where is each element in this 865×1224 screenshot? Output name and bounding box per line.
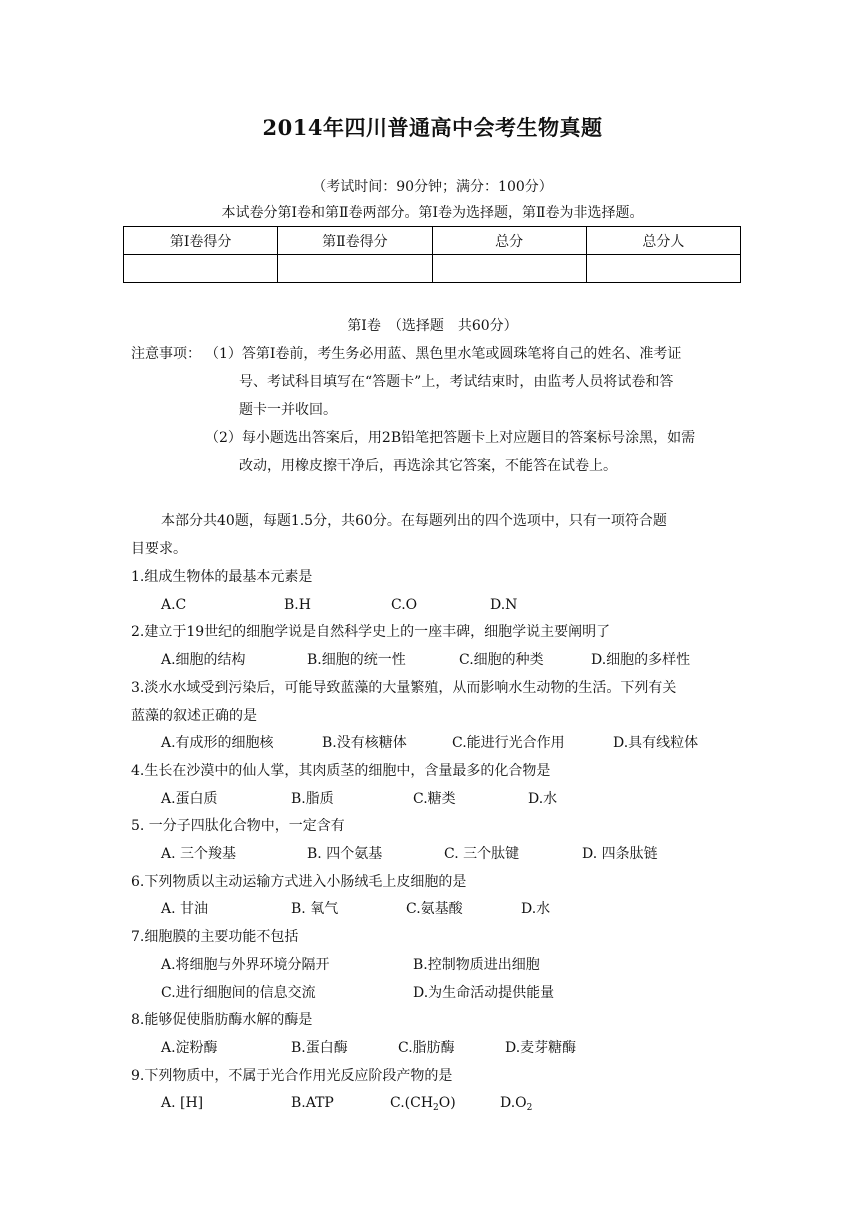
question-1-option-d: D.N <box>490 597 518 613</box>
question-7-option-d: D.为生命活动提供能量 <box>413 985 555 1001</box>
notes-item2-line2: 改动，用橡皮擦干净后，再选涂其它答案，不能答在试卷上。 <box>239 458 617 474</box>
question-6-option-b: B. 氧气 <box>291 901 339 917</box>
exam-info: （考试时间：90分钟；满分：100分） <box>312 179 553 195</box>
page-title: 2014年四川普通高中会考生物真题 <box>262 115 603 140</box>
question-3-option-d: D.具有线粒体 <box>613 735 699 751</box>
score-header-total: 总分 <box>432 227 586 255</box>
score-table-value-row <box>124 255 741 283</box>
instructions-line2: 目要求。 <box>131 541 187 557</box>
notes-item1-line3: 题卡一并收回。 <box>239 402 337 418</box>
notes-item1-line2: 号、考试科目填写在“答题卡”上，考试结束时，由监考人员将试卷和答 <box>239 374 674 390</box>
question-8-option-c: C.脂肪酶 <box>398 1040 455 1056</box>
question-5-option-b: B. 四个氨基 <box>307 846 383 862</box>
paper-note: 本试卷分第Ⅰ卷和第Ⅱ卷两部分。第Ⅰ卷为选择题，第Ⅱ卷为非选择题。 <box>221 205 644 221</box>
notes-item2-line1: （2）每小题选出答案后，用2B铅笔把答题卡上对应题目的答案标号涂黑，如需 <box>205 430 696 446</box>
question-2-option-c: C.细胞的种类 <box>459 652 544 668</box>
score-header-grader: 总分人 <box>586 227 740 255</box>
score-header-part2: 第Ⅱ卷得分 <box>278 227 432 255</box>
question-9-option-d-text: D.O <box>500 1095 527 1111</box>
question-9-option-a: A. [H] <box>161 1095 204 1111</box>
question-2-option-a: A.细胞的结构 <box>161 652 246 668</box>
notes-label: 注意事项： <box>131 346 201 362</box>
question-4-option-a: A.蛋白质 <box>161 791 218 807</box>
notes-item1-line1: （1）答第Ⅰ卷前，考生务必用蓝、黑色里水笔或圆珠笔将自己的姓名、准考证 <box>205 346 682 362</box>
score-value-grader <box>586 255 740 283</box>
question-8-option-b: B.蛋白酶 <box>291 1040 348 1056</box>
question-6-stem: 6.下列物质以主动运输方式进入小肠绒毛上皮细胞的是 <box>131 874 467 890</box>
question-8-option-a: A.淀粉酶 <box>161 1040 218 1056</box>
question-9-option-d-subscript: 2 <box>526 1103 533 1113</box>
question-3-stem-line1: 3.淡水水域受到污染后，可能导致蓝藻的大量繁殖，从而影响水生动物的生活。下列有关 <box>131 680 677 696</box>
question-1-option-a: A.C <box>161 597 187 613</box>
question-9-option-c <box>390 1096 456 1113</box>
score-value-part1 <box>124 255 278 283</box>
question-2-stem: 2.建立于19世纪的细胞学说是自然科学史上的一座丰碑，细胞学说主要阐明了 <box>131 624 611 640</box>
question-6-option-a: A. 甘油 <box>161 901 209 917</box>
question-1-option-b: B.H <box>284 597 311 613</box>
question-5-option-a: A. 三个羧基 <box>161 846 237 862</box>
question-3-option-c: C.能进行光合作用 <box>452 735 565 751</box>
question-3-option-b: B.没有核糖体 <box>322 735 407 751</box>
question-2-option-b: B.细胞的统一性 <box>307 652 406 668</box>
question-9-option-c-tail: O) <box>438 1095 456 1111</box>
question-7-stem: 7.细胞膜的主要功能不包括 <box>131 929 299 945</box>
question-4-option-c: C.糖类 <box>413 791 456 807</box>
question-1-option-c: C.O <box>391 597 418 613</box>
question-9-option-c-subscript: 2 <box>433 1103 439 1113</box>
question-6-option-d: D.水 <box>521 901 551 917</box>
question-9-option-d <box>500 1096 532 1113</box>
question-2-option-d: D.细胞的多样性 <box>591 652 691 668</box>
question-4-option-b: B.脂质 <box>291 791 334 807</box>
question-5-option-c: C. 三个肽键 <box>444 846 520 862</box>
question-7-option-c: C.进行细胞间的信息交流 <box>161 985 316 1001</box>
score-table-header-row <box>124 227 741 255</box>
question-5-option-d: D. 四条肽链 <box>582 846 658 862</box>
score-table <box>123 226 741 283</box>
question-1-stem: 1.组成生物体的最基本元素是 <box>131 569 313 585</box>
question-7-option-b: B.控制物质进出细胞 <box>413 957 540 973</box>
question-4-stem: 4.生长在沙漠中的仙人掌，其肉质茎的细胞中，含量最多的化合物是 <box>131 763 551 779</box>
score-value-part2 <box>278 255 432 283</box>
question-4-option-d: D.水 <box>528 791 558 807</box>
score-value-total <box>432 255 586 283</box>
question-7-option-a: A.将细胞与外界环境分隔开 <box>161 957 330 973</box>
question-5-stem: 5. 一分子四肽化合物中，一定含有 <box>131 818 345 834</box>
section-heading: 第Ⅰ卷 （选择题 共60分） <box>347 318 518 334</box>
question-3-option-a: A.有成形的细胞核 <box>161 735 274 751</box>
question-8-stem: 8.能够促使脂肪酶水解的酶是 <box>131 1012 313 1028</box>
question-9-option-b: B.ATP <box>291 1095 334 1111</box>
question-9-stem: 9.下列物质中，不属于光合作用光反应阶段产物的是 <box>131 1068 453 1084</box>
question-9-option-c-text: C.(CH <box>390 1095 434 1111</box>
question-6-option-c: C.氨基酸 <box>406 901 463 917</box>
instructions-line1: 本部分共40题，每题1.5分，共60分。在每题列出的四个选项中，只有一项符合题 <box>161 513 667 529</box>
score-header-part1: 第Ⅰ卷得分 <box>124 227 278 255</box>
question-8-option-d: D.麦芽糖酶 <box>505 1040 577 1056</box>
question-3-stem-line2: 蓝藻的叙述正确的是 <box>131 708 257 724</box>
